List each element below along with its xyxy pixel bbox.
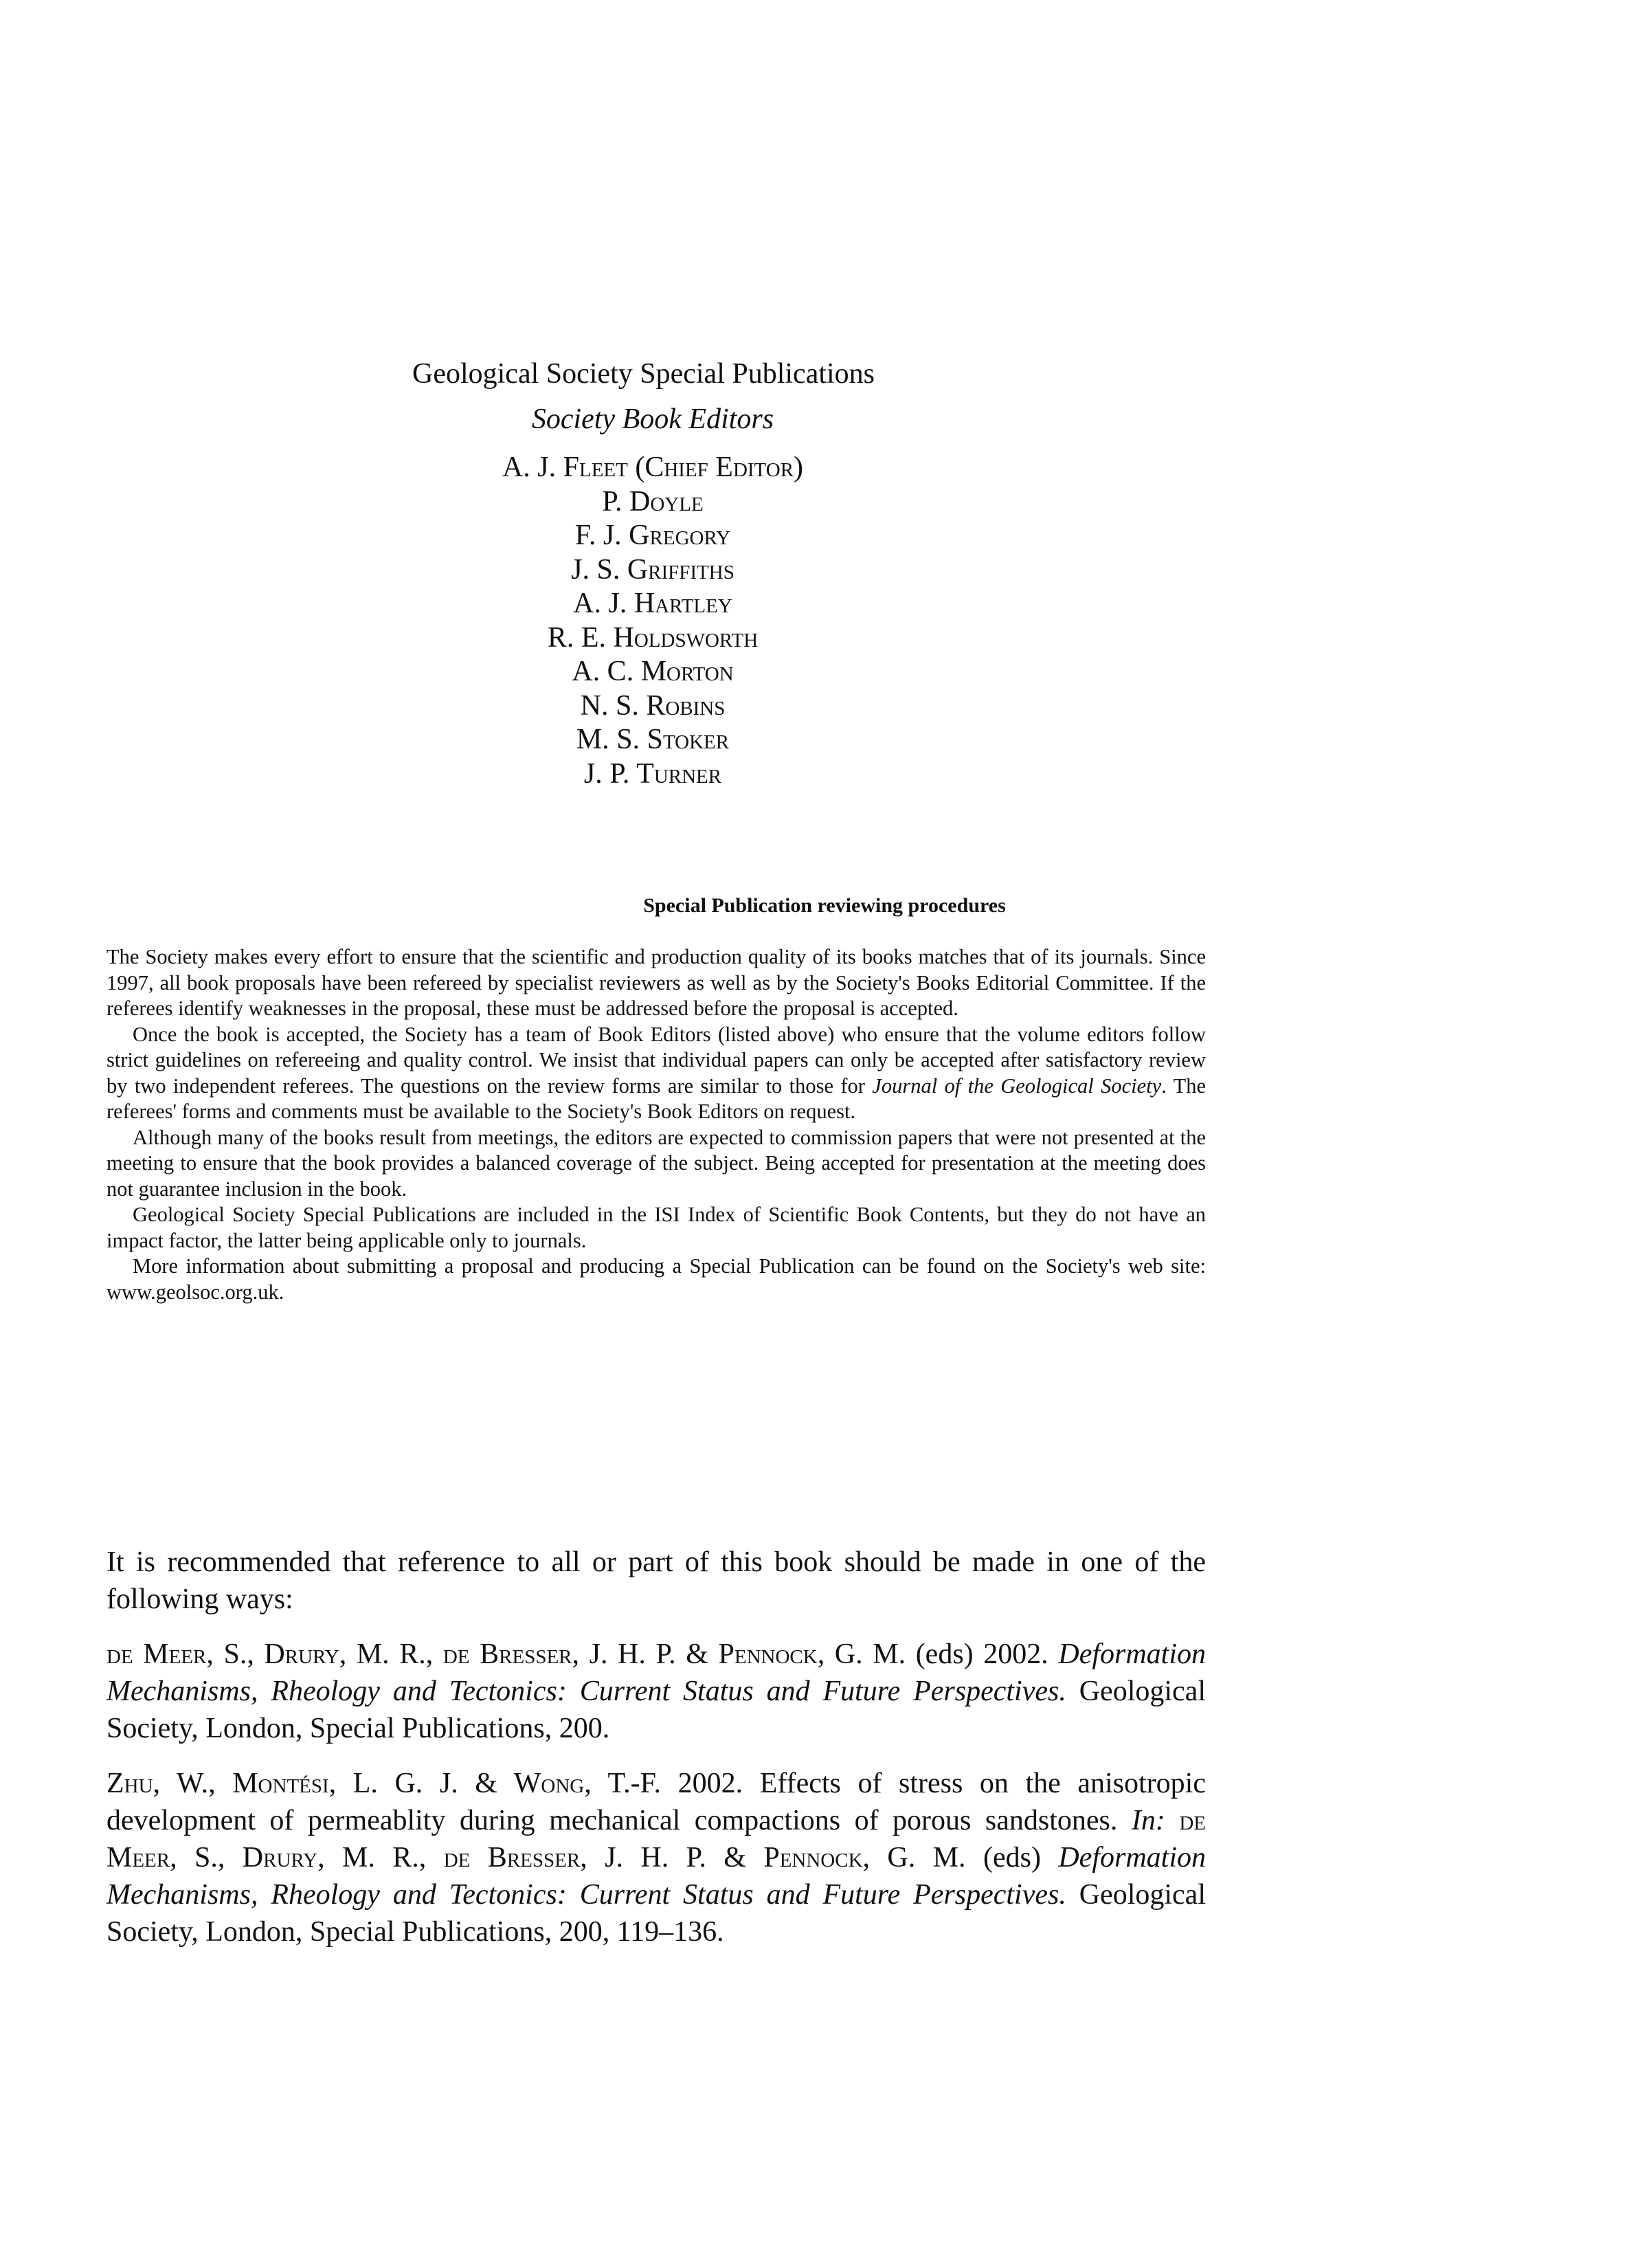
editor-name: P. Doyle: [602, 485, 704, 518]
review-heading: Special Publication reviewing procedures: [643, 894, 1006, 917]
review-paragraph: Although many of the books result from meetings, the editors are expected to commission papers that were not presented at the meeting to ensure that the book provides a balanced coverage of the subject. Being accepted for presentation at the meeting does not guarantee inclusion in the book.: [106, 1125, 1206, 1201]
editor-name: A. J. Hartley: [573, 588, 732, 619]
reference-eds: (eds): [965, 1842, 1059, 1874]
reference-authors: Zhu, W., Montési, L. G. J. & Wong, T.-F.: [106, 1768, 662, 1799]
journal-title: Journal of the Geological Society: [872, 1074, 1162, 1098]
reference-title: Deformation Mechanisms, Rheology and Tectonics: Current Status and Future Perspectives.: [106, 1842, 1206, 1911]
editor-name: M. S. Stoker: [576, 724, 730, 755]
citation-intro: It is recommended that reference to all or part of this book should be made in one of the following ways:: [106, 1546, 1206, 1615]
review-body: [106, 944, 1206, 1305]
series-title: Geological Society Special Publications: [412, 358, 875, 390]
reference-source: Geological Society, London, Special Publications, 200, 119–136.: [106, 1879, 1206, 1948]
reference-year: (eds) 2002.: [906, 1638, 1048, 1670]
citation-block: [106, 1544, 1206, 1968]
editor-name: F. J. Gregory: [574, 520, 731, 551]
review-paragraph: The Society makes every effort to ensure that the scientific and production quality of its books matches that of its journals. Since 1997, all book proposals have been refereed by specialist reviewers as well as by the Society's Books Editorial Committee. If the referees identify weaknesses in the proposal, these must be addressed before the proposal is accepted.: [106, 945, 1206, 1020]
reference-text: 2002. Effects of stress on the anisotropic development of permeablity during mechanical compactions of porous sandstones.: [106, 1768, 1206, 1836]
editor-name: R. E. Holdsworth: [547, 621, 759, 654]
reference-in: In:: [1131, 1805, 1165, 1836]
editor-name: N. S. Robins: [580, 689, 726, 722]
editor-name: J. P. Turner: [583, 757, 722, 790]
review-text: . The referees' forms and comments must be available to the Society's Book Editors on request.: [106, 1074, 1206, 1123]
reference-title: Deformation Mechanisms, Rheology and Tectonics: Current Status and Future Perspectives.: [106, 1638, 1207, 1707]
editor-name: A. J. Fleet (Chief Editor): [502, 452, 804, 483]
reference-authors: de Meer, S., Drury, M. R., de Bresser, J. H. P. & Pennock, G. M.: [106, 1638, 906, 1670]
review-paragraph: [106, 1022, 1206, 1125]
review-paragraph: More information about submitting a proposal and producing a Special Publication can be found on the Society's web site: www.geolsoc.org.uk.: [106, 1254, 1206, 1304]
reference-source: Geological Society, London, Special Publications, 200.: [106, 1676, 1206, 1744]
review-text: Once the book is accepted, the Society has a team of Book Editors (listed above) who ensure that the volume editors follow strict guidelines on refereeing and quality control. We insist that individual papers can only be accepted after satisfactory review by two independent referees. The questions on the review forms are similar to those for: [106, 1022, 1206, 1098]
editors-heading: Society Book Editors: [531, 403, 774, 435]
editor-list: [0, 451, 1305, 791]
reference-editors: de Meer, S., Drury, M. R., de Bresser, J. H. P. & Pennock, G. M.: [106, 1805, 1206, 1874]
reference-1: [106, 1636, 1206, 1747]
review-paragraph: Geological Society Special Publications are included in the ISI Index of Scientific Book Contents, but they do not have an impact factor, the latter being applicable only to journals.: [106, 1203, 1206, 1252]
editor-name: A. C. Morton: [572, 656, 734, 687]
editor-name: J. S. Griffiths: [571, 553, 734, 586]
reference-2: [106, 1765, 1206, 1950]
